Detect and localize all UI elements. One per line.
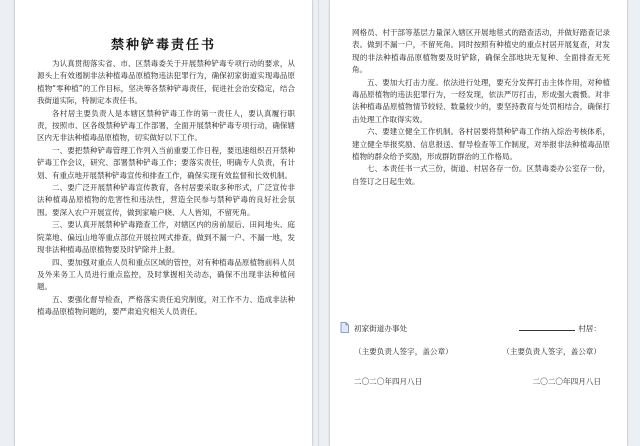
paragraph: 一、要把禁种铲毒管理工作列入当前重要工作日程，要迅速组织召开禁种铲毒工作会议，研究、部署禁种铲毒工作；要落实责任，明确专人负责，有计划、有重点地开展禁种铲毒宣传和排查工作，确保实现有效监督和长效机制。 <box>37 145 295 180</box>
paragraph: 四、要加强对重点人员和重点区域的管控，对有种植毒品原植物前科人员及外来务工人员进行重点监控，及时掌握相关动态，确保不出现非法种植问题。 <box>37 257 295 292</box>
paragraph: 五、要强化督导检查，严格落实责任追究制度，对工作不力、造成非法种植毒品原植物问题的，要严肃追究相关人员责任。 <box>37 294 295 317</box>
right-seal-note: （主要负责人签字，盖公章） <box>502 347 601 356</box>
paragraph: 七、本责任书一式三份，街道、村居各存一份。区禁毒委办公室存一份，自签订之日起生效。 <box>352 164 610 186</box>
right-date: 二〇二〇年四月八日 <box>532 377 601 386</box>
paragraph: 三、要认真开展禁种铲毒踏查工作，对辖区内的房前屋后、田间地头、庭院菜地、偏远山地等重点部位开展拉网式排查，做到不漏一户、不漏一地，发现非法种植毒品原植物要及时铲除并上报。 <box>37 220 295 255</box>
page-1-body <box>37 58 295 442</box>
left-seal-note: （主要负责人签字，盖公章） <box>354 347 453 356</box>
paragraph: 网格员、村干部等基层力量深入辖区开展地毯式的踏查活动，并做好踏查记录表。做到不漏一户，不留死角。同时按照有种植史的重点村居开展复查，对发现的非法种植毒品原植物要及时铲除，确保全部地块无复种、全面排查无死角。 <box>352 28 610 75</box>
paragraph: 各村居主要负责人是本辖区禁种铲毒工作的第一责任人，要认真履行职责，按照市、区各级禁种铲毒工作部署，全面开展禁种铲毒专项行动，确保辖区内无非法种植毒品原植物，切实做好以下工作。 <box>37 108 295 143</box>
page-gap <box>318 0 319 446</box>
document-page-1 <box>15 0 312 446</box>
left-date: 二〇二〇年四月八日 <box>354 377 423 386</box>
left-party: 初家街道办事处 <box>354 324 408 333</box>
paragraph: 六、要建立健全工作机制。各村居要将禁种铲毒工作纳入综治考核体系，建立健全举报奖励、信息报送、督导检查等工作制度，对举报非法种植毒品原植物的群众给予奖励，形成群防群治的工作格局。 <box>352 127 610 162</box>
paragraph: 为认真贯彻落实省、市、区禁毒委关于开展禁种铲毒专项行动的要求，从源头上有效遏制非法种植毒品原植物违法犯罪行为，确保初家街道实现毒品原植物“零种植”的工作目标，坚决筹各禁种铲毒责任，促进社会治安稳定，结合我街道实际，特制定本责任书。 <box>37 59 295 106</box>
right-party-label: 村居： <box>578 324 601 333</box>
paragraph: 二、要广泛开展禁种铲毒宣传教育，各村居要采取多种形式，广泛宣传非法种植毒品原植物的危害性和违法性，营造全民参与禁种铲毒的良好社会氛围。要深入农户开展宣传，做到家喻户晓、人人皆知，不留死角。 <box>37 183 295 217</box>
page-2-body <box>352 27 610 282</box>
signature-blank <box>519 323 575 331</box>
document-page-2 <box>330 0 627 446</box>
right-party <box>519 323 601 334</box>
document-title: 禁种铲毒责任书 <box>110 38 216 53</box>
paragraph: 五、要加大打击力度。依法进行处理，要充分发挥打击主体作用，对种植毒品原植物的违法犯罪行为，一经发现，依法严厉打击，形成强大震慑。对非法种植毒品原植物情节较轻、数量较少的，要坚持教育与处罚相结合，确保打击处理工作取得实效。 <box>352 77 610 124</box>
paragraph-marker-icon <box>340 322 349 333</box>
